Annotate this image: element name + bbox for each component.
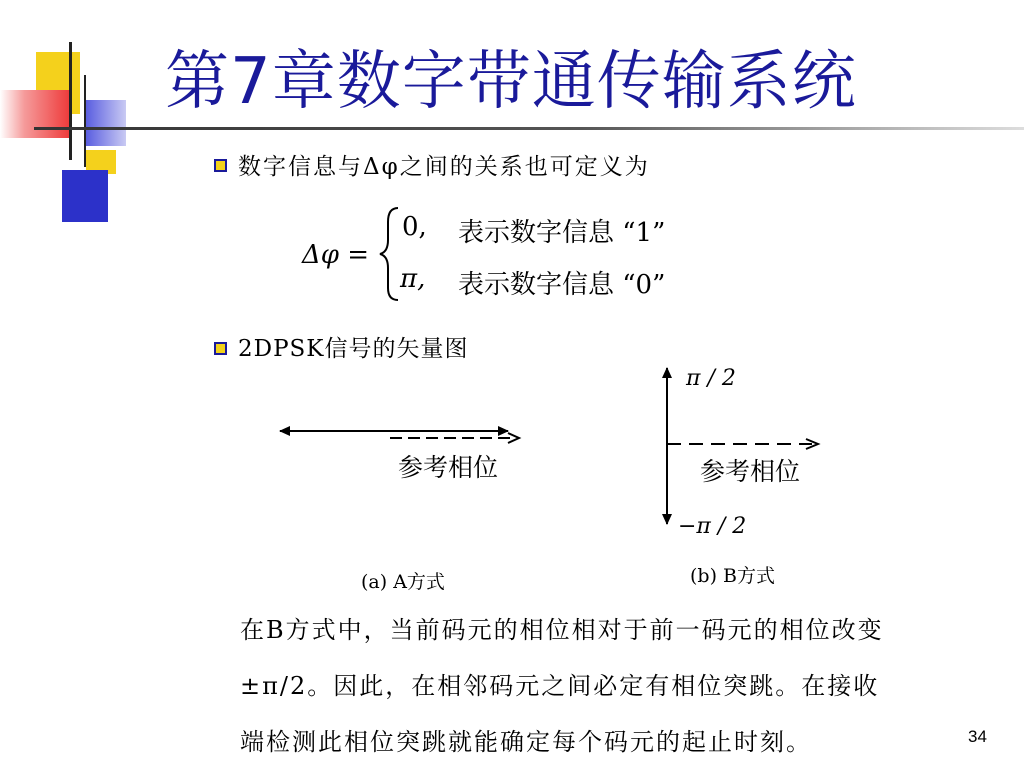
formula-case1-value: 0, xyxy=(402,212,427,242)
paragraph-line-2: ±π/2。因此，在相邻码元之间必定有相位突跳。在接收 xyxy=(240,672,880,700)
diagram-b-top-label: π / 2 xyxy=(686,366,736,391)
formula-case2-text: 表示数字信息 “0” xyxy=(458,270,666,300)
formula-lhs: Δφ = xyxy=(302,240,370,270)
diagram-a-ref-label: 参考相位 xyxy=(398,453,499,482)
paragraph-line-3: 端检测此相位突跳就能确定每个码元的起止时刻。 xyxy=(240,728,812,756)
bullet-text-2: 2DPSK信号的矢量图 xyxy=(238,336,469,362)
diagram-b-bottom-label: −π / 2 xyxy=(678,514,747,539)
formula-case1-text: 表示数字信息 “1” xyxy=(458,218,666,248)
paragraph-line-1: 在B方式中，当前码元的相位相对于前一码元的相位改变 xyxy=(240,616,884,644)
diagram-a-caption: (a) A方式 xyxy=(361,571,445,593)
page-number: 34 xyxy=(968,727,987,746)
diagram-b-caption: (b) B方式 xyxy=(690,565,775,587)
diagram-b-ref-label: 参考相位 xyxy=(700,457,801,486)
page-title: 第7章数字带通传输系统 xyxy=(165,45,857,119)
formula-case2-value: π, xyxy=(400,264,426,294)
bullet-text-1: 数字信息与Δφ之间的关系也可定义为 xyxy=(238,154,650,180)
